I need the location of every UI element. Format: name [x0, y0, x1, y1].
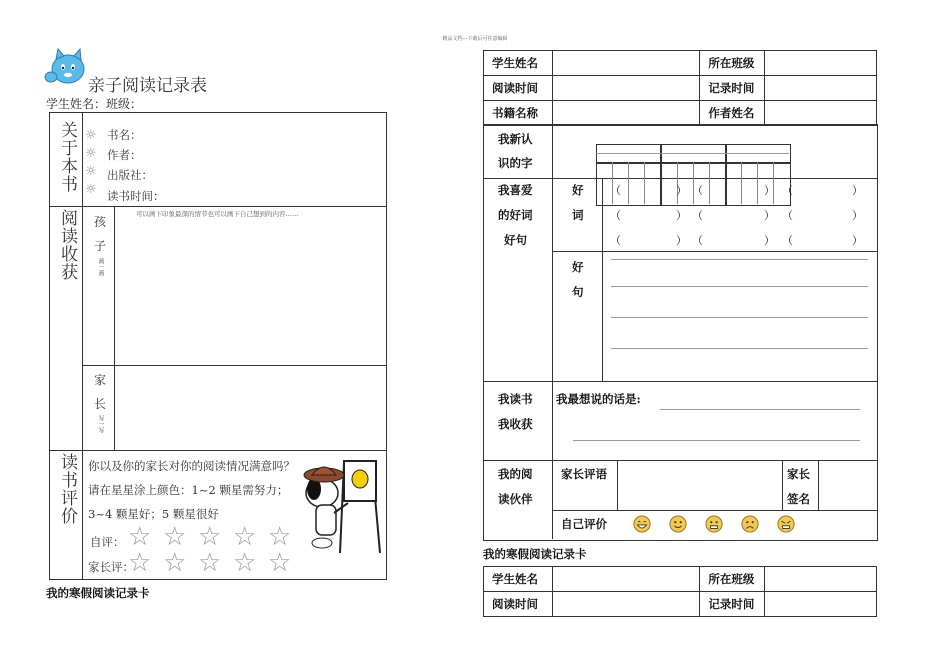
sad-face-icon[interactable] — [741, 515, 759, 533]
label-column-divider — [82, 113, 83, 579]
paren-open: （ — [610, 209, 621, 222]
self-eval-label: 自评： — [90, 535, 125, 549]
writing-line[interactable] — [611, 317, 868, 318]
inner-column-divider — [114, 206, 115, 450]
paren-open: （ — [610, 184, 621, 197]
table-row — [484, 592, 877, 617]
neutral-face-icon[interactable] — [705, 515, 723, 533]
parent-sign-label: 家长 — [787, 467, 810, 481]
favorite-label: 我喜爱 — [498, 183, 533, 197]
card1-info-table — [483, 50, 877, 126]
paren-close: ） — [764, 209, 775, 222]
student-line: 学生姓名：班级： — [46, 97, 143, 111]
paren-close: ） — [764, 184, 775, 197]
parent-sign-label: 签名 — [787, 492, 810, 506]
sun-icon: ☼ — [85, 164, 97, 179]
grid-guide — [596, 153, 789, 154]
paren-open: （ — [782, 184, 793, 197]
child-small-label: 画一画 — [97, 258, 104, 276]
parent-sign-input[interactable] — [819, 461, 876, 510]
value-record-time[interactable] — [765, 76, 877, 101]
inner-row-divider — [82, 365, 386, 366]
sun-icon: ☼ — [85, 128, 97, 143]
child-label-char: 子 — [94, 239, 107, 253]
new-words-label: 我新认 — [498, 132, 533, 146]
parent-label-char: 长 — [94, 397, 107, 411]
parent-eval-label: 家长评： — [88, 560, 134, 574]
label-author-name: 作者姓名 — [700, 101, 765, 126]
left-caption: 我的寒假阅读记录卡 — [46, 586, 150, 600]
evaluation-instruction: 你以及你的家长对你的阅读情况满意吗？请在星星涂上颜色：1~2 颗星需努力；3~4 颗星好；5 颗星很好 — [88, 459, 295, 521]
field-publisher: 出版社： — [107, 168, 153, 182]
character-grid[interactable] — [725, 144, 791, 164]
value-student-name[interactable] — [552, 567, 700, 592]
paren-open: （ — [782, 234, 793, 247]
sun-icon: ☼ — [85, 146, 97, 161]
row-divider — [552, 510, 877, 511]
label-record-time: 记录时间 — [700, 76, 765, 101]
grid-guide — [709, 162, 710, 204]
section-label-reading-gain: 阅读收获 — [57, 209, 77, 281]
label-reading-time: 阅读时间 — [484, 76, 553, 101]
row-divider — [552, 251, 877, 252]
new-words-label: 识的字 — [498, 156, 533, 170]
label-student-name: 学生姓名 — [484, 567, 553, 592]
paren-open: （ — [692, 209, 703, 222]
value-reading-time[interactable] — [552, 592, 700, 617]
good-sentence-label: 句 — [572, 285, 584, 299]
label-book-name: 书籍名称 — [484, 101, 553, 126]
good-words-label: 好 — [572, 183, 584, 197]
writing-line[interactable] — [660, 409, 860, 410]
section-label-evaluation: 读书评价 — [57, 453, 77, 525]
value-class[interactable] — [765, 51, 877, 76]
value-reading-time[interactable] — [552, 76, 700, 101]
paren-close: ） — [676, 184, 687, 197]
good-sentence-label: 好 — [572, 260, 584, 274]
star-icon[interactable]: ☆ — [128, 522, 152, 552]
field-reading-time: 读书时间： — [107, 189, 165, 203]
field-book-name: 书名： — [107, 128, 142, 142]
inner-column-divider — [782, 460, 783, 510]
label-column-divider — [552, 124, 553, 539]
paren-open: （ — [782, 209, 793, 222]
value-student-name[interactable] — [552, 51, 700, 76]
value-author-name[interactable] — [765, 101, 877, 126]
value-record-time[interactable] — [765, 592, 877, 617]
child-label-char: 孩 — [94, 215, 107, 229]
table-row — [484, 76, 877, 101]
row-divider — [50, 450, 386, 451]
gain-label: 我收获 — [498, 417, 533, 431]
star-icon[interactable]: ☆ — [233, 522, 257, 552]
star-icon[interactable]: ☆ — [198, 548, 222, 578]
grid-guide — [757, 162, 758, 204]
writing-line[interactable] — [611, 286, 868, 287]
grid-guide — [644, 162, 645, 204]
value-class[interactable] — [765, 567, 877, 592]
inner-column-divider — [602, 178, 603, 381]
good-words-label: 词 — [572, 208, 584, 222]
table-row — [484, 101, 877, 126]
favorite-label: 的好词 — [498, 208, 533, 222]
favorite-label: 好句 — [504, 233, 527, 247]
parent-review-input[interactable] — [618, 461, 782, 510]
paren-close: ） — [676, 234, 687, 247]
star-icon[interactable]: ☆ — [198, 522, 222, 552]
paren-open: （ — [692, 234, 703, 247]
character-grid[interactable] — [596, 162, 662, 206]
self-review-label: 自己评价 — [561, 517, 607, 531]
page-title: 亲子阅读记录表 — [88, 76, 207, 96]
writing-line[interactable] — [611, 259, 868, 260]
row-divider — [50, 206, 386, 207]
grid-guide — [628, 162, 629, 204]
label-student-name: 学生姓名 — [484, 51, 553, 76]
sun-icon: ☼ — [85, 182, 97, 197]
star-icon[interactable]: ☆ — [268, 522, 292, 552]
character-grid[interactable] — [660, 144, 727, 164]
laughing-face-icon[interactable] — [633, 515, 651, 533]
label-class: 所在班级 — [700, 51, 765, 76]
gain-prompt: 我最想说的话是: — [556, 392, 641, 406]
grid-guide — [741, 162, 742, 204]
paren-close: ） — [764, 234, 775, 247]
drawing-hint: 可以画下印象最深的情节也可以画下自己想到的内容…… — [136, 210, 299, 218]
parent-small-label: 写一写 — [97, 415, 104, 433]
paren-close: ） — [676, 209, 687, 222]
paren-close: ） — [852, 234, 863, 247]
star-icon[interactable]: ☆ — [163, 522, 187, 552]
smiling-face-icon[interactable] — [669, 515, 687, 533]
right-caption: 我的寒假阅读记录卡 — [483, 547, 587, 561]
table-row — [484, 567, 877, 592]
field-author: 作者： — [107, 148, 142, 162]
writing-line[interactable] — [573, 440, 860, 441]
paren-open: （ — [610, 234, 621, 247]
character-grid[interactable] — [596, 144, 662, 164]
gain-label: 我读书 — [498, 392, 533, 406]
parent-review-label: 家长评语 — [561, 467, 607, 481]
table-row — [484, 51, 877, 76]
value-book-name[interactable] — [552, 101, 700, 126]
page-header: 精品文档---下载后可任意编辑 — [442, 36, 508, 42]
star-icon[interactable]: ☆ — [233, 548, 257, 578]
label-reading-time: 阅读时间 — [484, 592, 553, 617]
star-icon[interactable]: ☆ — [268, 548, 292, 578]
paren-open: （ — [692, 184, 703, 197]
snoopy-painter-illustration — [300, 453, 384, 555]
row-divider — [483, 381, 877, 382]
paren-close: ） — [852, 184, 863, 197]
card2-info-table — [483, 566, 877, 617]
label-class: 所在班级 — [700, 567, 765, 592]
star-icon[interactable]: ☆ — [163, 548, 187, 578]
parent-label-char: 家 — [94, 373, 107, 387]
paren-close: ） — [852, 209, 863, 222]
star-icon[interactable]: ☆ — [128, 548, 152, 578]
writing-line[interactable] — [611, 348, 868, 349]
label-record-time: 记录时间 — [700, 592, 765, 617]
upset-face-icon[interactable] — [777, 515, 795, 533]
reading-record-table — [49, 112, 387, 580]
section-label-about-book: 关于本书 — [57, 121, 77, 193]
cartoon-cat-icon — [44, 47, 88, 89]
partner-label: 读伙伴 — [498, 492, 533, 506]
partner-label: 我的阅 — [498, 467, 533, 481]
